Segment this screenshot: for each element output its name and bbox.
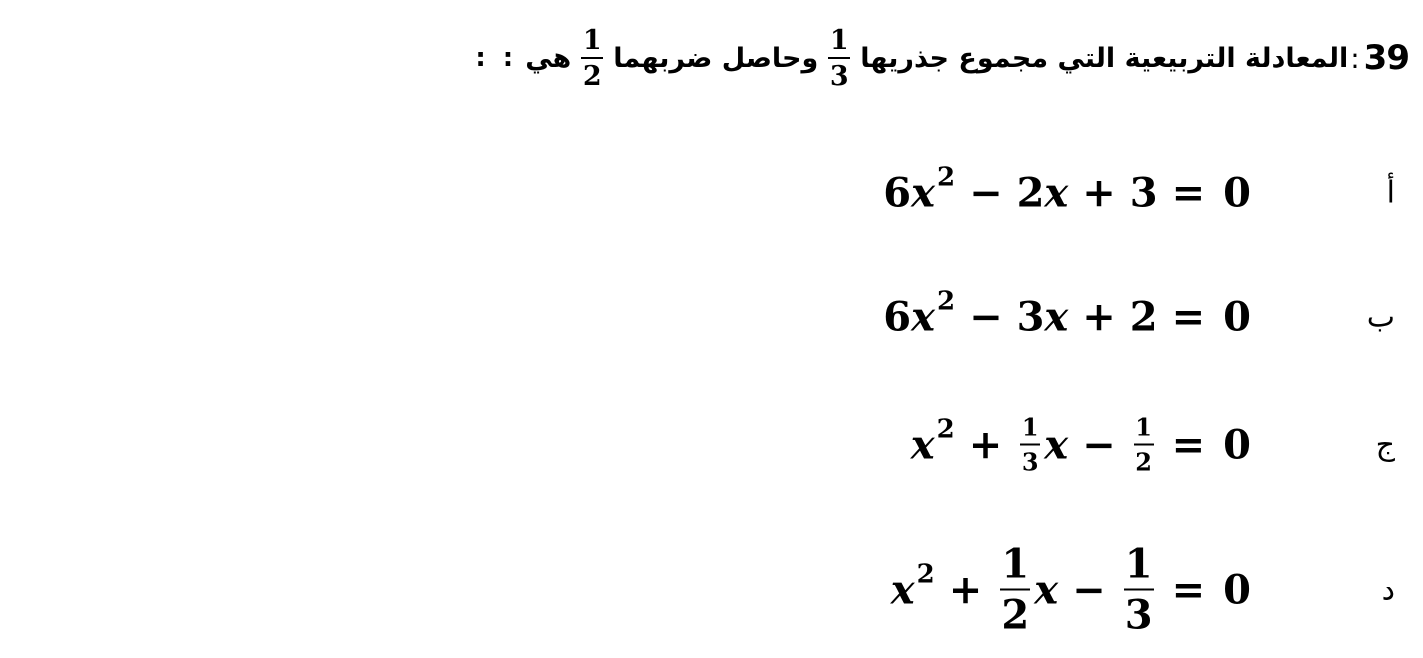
variable: x <box>911 169 935 217</box>
equals-sign: = <box>1171 169 1206 217</box>
question-text-start: المعادلة التربيعية التي مجموع جذريها <box>860 42 1349 74</box>
option-equation <box>910 412 1251 477</box>
variable: x <box>1044 421 1069 469</box>
question-text-end: هي <box>525 42 572 74</box>
right-hand-side: 0 <box>1223 566 1251 614</box>
option-letter: ج <box>1375 427 1395 463</box>
linear-coefficient: 3 <box>1016 293 1045 341</box>
option-a[interactable] <box>0 148 1423 238</box>
question-text-middle: وحاصل ضربهما <box>613 42 819 74</box>
option-d[interactable] <box>0 540 1423 639</box>
operator: + <box>1082 169 1116 217</box>
operator: + <box>968 421 1003 469</box>
operator: + <box>948 566 983 614</box>
linear-coefficient: 2 <box>1016 169 1045 217</box>
linear-fraction <box>1000 540 1030 639</box>
fraction-bar <box>1000 589 1030 591</box>
right-hand-side: 0 <box>1223 169 1251 217</box>
variable: x <box>1044 293 1069 341</box>
variable: x <box>890 566 915 614</box>
fraction-numerator: 1 <box>1135 412 1152 442</box>
fraction-bar <box>581 57 603 59</box>
equals-sign: = <box>1171 421 1206 469</box>
option-b[interactable] <box>0 272 1423 362</box>
question-trailing-colons: : : <box>475 43 518 73</box>
option-letter: ب <box>1366 299 1395 335</box>
equals-sign: = <box>1171 566 1206 614</box>
sum-fraction-numerator: 1 <box>829 24 849 56</box>
fraction-numerator: 1 <box>1021 412 1039 442</box>
fraction-denominator: 3 <box>1124 591 1153 639</box>
operator: − <box>969 293 1003 341</box>
fraction-denominator: 3 <box>1021 447 1039 477</box>
constant-term: 2 <box>1129 293 1158 341</box>
fraction-bar <box>1020 444 1040 446</box>
option-c[interactable] <box>0 400 1423 490</box>
option-equation <box>883 286 1251 341</box>
question-separator: : <box>1350 41 1360 75</box>
fraction-denominator: 2 <box>1001 591 1030 639</box>
exponent: 2 <box>936 286 956 316</box>
exponent: 2 <box>936 162 956 192</box>
fraction-bar <box>1134 444 1154 446</box>
question-number: 39 <box>1363 38 1409 78</box>
constant-term: 3 <box>1129 169 1158 217</box>
fraction-numerator: 1 <box>1001 540 1030 588</box>
right-hand-side: 0 <box>1223 421 1251 469</box>
product-fraction-numerator: 1 <box>582 24 602 56</box>
option-letter: د <box>1381 572 1395 608</box>
constant-fraction <box>1134 412 1154 477</box>
product-fraction <box>581 24 603 92</box>
operator: − <box>969 169 1003 217</box>
fraction-numerator: 1 <box>1124 540 1153 588</box>
variable: x <box>910 421 935 469</box>
exponent: 2 <box>936 414 955 444</box>
sum-fraction-denominator: 3 <box>829 60 849 92</box>
option-equation <box>890 540 1251 639</box>
option-equation <box>883 162 1251 217</box>
coefficient: 6 <box>883 169 912 217</box>
operator: − <box>1082 421 1116 469</box>
equals-sign: = <box>1171 293 1206 341</box>
constant-fraction <box>1124 540 1154 639</box>
question-line <box>475 16 1409 100</box>
linear-fraction <box>1020 412 1040 477</box>
fraction-denominator: 2 <box>1135 447 1152 477</box>
sum-fraction <box>828 24 850 92</box>
operator: − <box>1072 566 1106 614</box>
fraction-bar <box>1124 589 1154 591</box>
exponent: 2 <box>916 559 935 589</box>
option-letter: أ <box>1386 175 1395 211</box>
operator: + <box>1082 293 1116 341</box>
product-fraction-denominator: 2 <box>582 60 602 92</box>
variable: x <box>1044 169 1069 217</box>
coefficient: 6 <box>883 293 912 341</box>
right-hand-side: 0 <box>1223 293 1251 341</box>
fraction-bar <box>828 57 850 59</box>
variable: x <box>911 293 935 341</box>
variable: x <box>1034 566 1059 614</box>
